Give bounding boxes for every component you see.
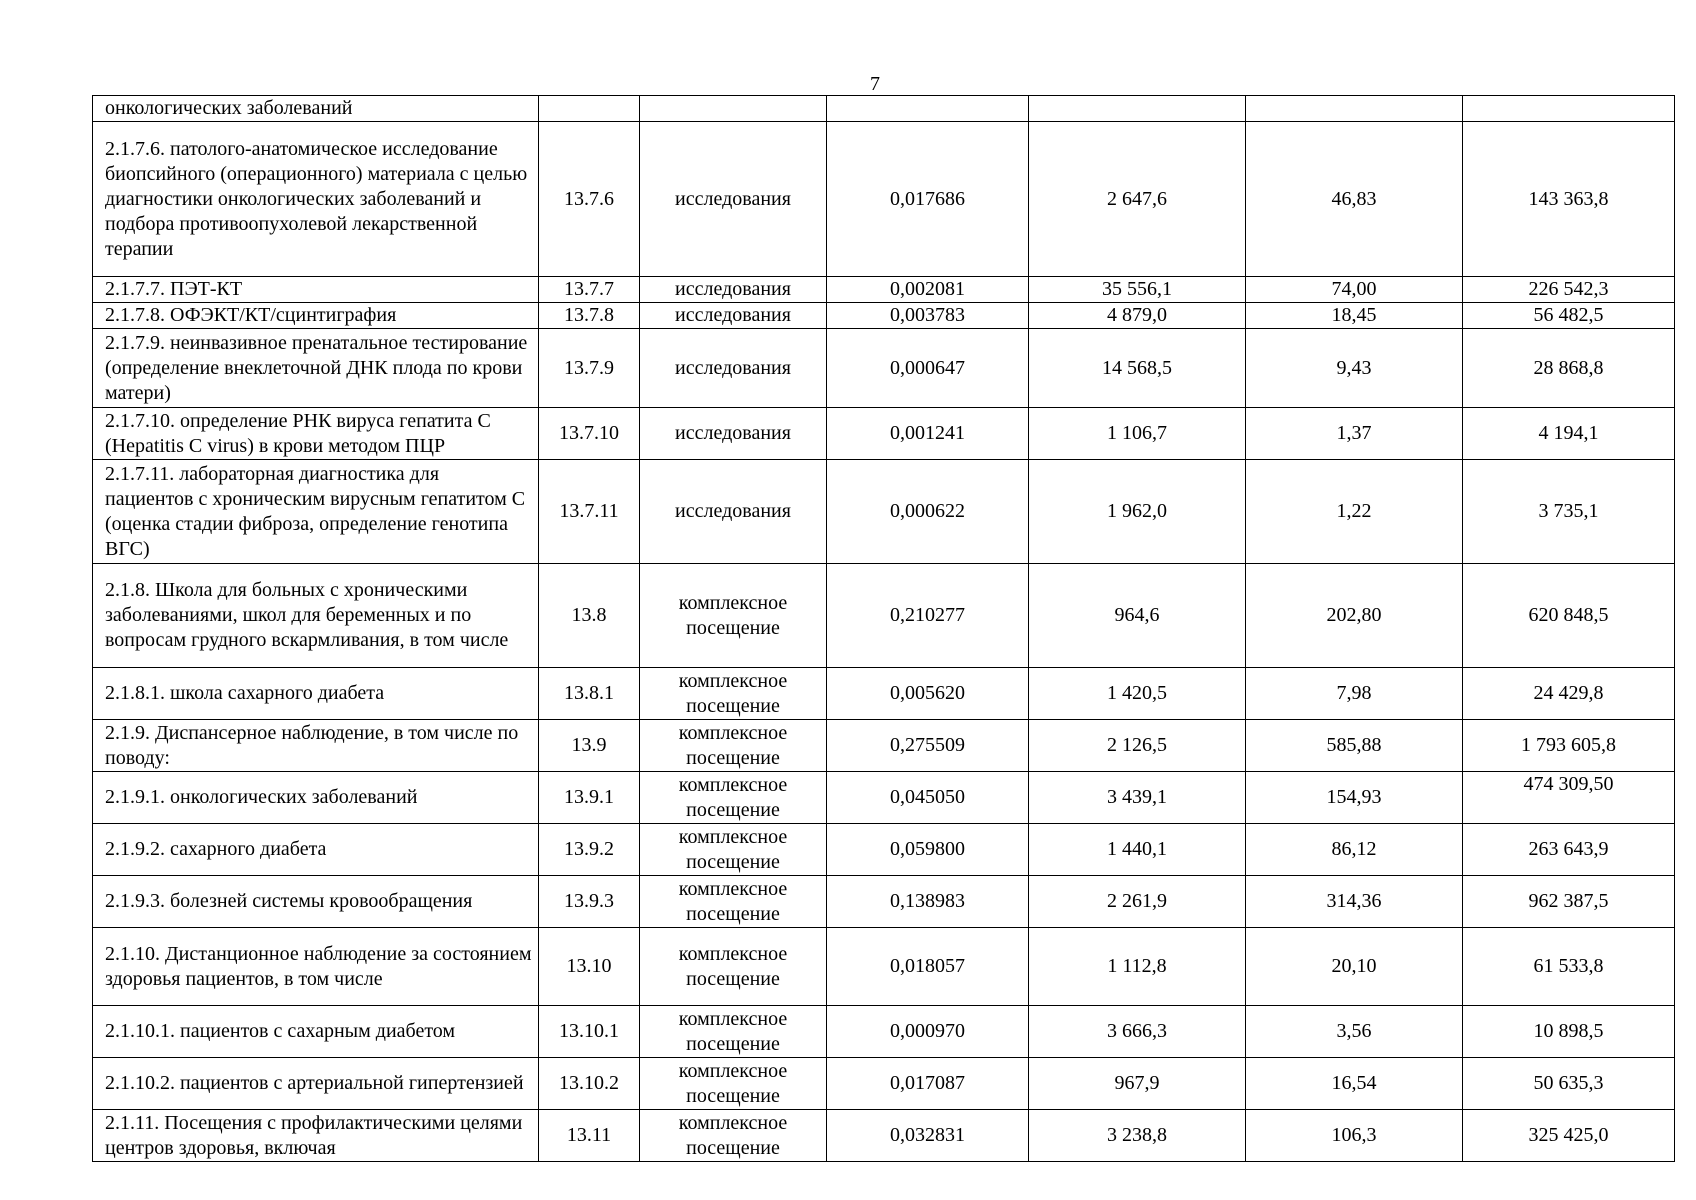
row-value-1: 0,000622	[827, 460, 1029, 564]
row-value-3: 3,56	[1246, 1006, 1463, 1058]
row-code: 13.10.2	[539, 1058, 640, 1110]
row-value-4: 50 635,3	[1463, 1058, 1675, 1110]
row-name: онкологических заболеваний	[93, 96, 539, 122]
row-unit: комплексное посещение	[640, 824, 827, 876]
row-value-1: 0,032831	[827, 1110, 1029, 1162]
row-name: 2.1.7.7. ПЭТ-КТ	[93, 277, 539, 303]
row-value-2: 967,9	[1029, 1058, 1246, 1110]
table-row	[93, 668, 1675, 720]
row-code: 13.8.1	[539, 668, 640, 720]
row-name: 2.1.10.2. пациентов с артериальной гипертензией	[93, 1058, 539, 1110]
row-value-2: 4 879,0	[1029, 303, 1246, 329]
row-value-1: 0,138983	[827, 876, 1029, 928]
row-value-1: 0,001241	[827, 408, 1029, 460]
row-code	[539, 96, 640, 122]
row-name: 2.1.9.3. болезней системы кровообращения	[93, 876, 539, 928]
row-value-3: 16,54	[1246, 1058, 1463, 1110]
row-value-1: 0,002081	[827, 277, 1029, 303]
row-unit: исследования	[640, 303, 827, 329]
row-value-2: 2 126,5	[1029, 720, 1246, 772]
table-row	[93, 824, 1675, 876]
row-name: 2.1.7.11. лабораторная диагностика для пациентов с хроническим вирусным гепатитом С (оценка стадии фиброза, определение генотипа ВГС)	[93, 460, 539, 564]
row-value-4: 1 793 605,8	[1463, 720, 1675, 772]
row-value-1: 0,017087	[827, 1058, 1029, 1110]
row-value-1: 0,210277	[827, 564, 1029, 668]
row-value-4: 10 898,5	[1463, 1006, 1675, 1058]
row-unit: исследования	[640, 122, 827, 277]
table-row	[93, 564, 1675, 668]
table-row	[93, 1058, 1675, 1110]
row-value-2: 1 106,7	[1029, 408, 1246, 460]
row-name: 2.1.8.1. школа сахарного диабета	[93, 668, 539, 720]
data-table	[92, 95, 1675, 1162]
table-row	[93, 1110, 1675, 1162]
row-unit: комплексное посещение	[640, 928, 827, 1006]
row-code: 13.8	[539, 564, 640, 668]
row-unit: комплексное посещение	[640, 1006, 827, 1058]
row-unit: исследования	[640, 329, 827, 408]
row-unit: исследования	[640, 408, 827, 460]
row-name: 2.1.9.1. онкологических заболеваний	[93, 772, 539, 824]
row-code: 13.7.11	[539, 460, 640, 564]
row-value-2: 1 420,5	[1029, 668, 1246, 720]
row-value-3: 585,88	[1246, 720, 1463, 772]
row-value-4: 24 429,8	[1463, 668, 1675, 720]
row-code: 13.9.1	[539, 772, 640, 824]
row-name: 2.1.9. Диспансерное наблюдение, в том числе по поводу:	[93, 720, 539, 772]
row-unit: комплексное посещение	[640, 668, 827, 720]
page-number: 7	[870, 73, 880, 95]
row-code: 13.7.9	[539, 329, 640, 408]
row-value-1: 0,005620	[827, 668, 1029, 720]
table-row	[93, 96, 1675, 122]
row-value-4: 3 735,1	[1463, 460, 1675, 564]
row-code: 13.9.2	[539, 824, 640, 876]
row-unit: комплексное посещение	[640, 1110, 827, 1162]
table-row	[93, 928, 1675, 1006]
row-value-2	[1029, 96, 1246, 122]
row-unit: исследования	[640, 277, 827, 303]
row-value-2: 3 439,1	[1029, 772, 1246, 824]
row-name: 2.1.10. Дистанционное наблюдение за состоянием здоровья пациентов, в том числе	[93, 928, 539, 1006]
row-value-3: 86,12	[1246, 824, 1463, 876]
row-value-1: 0,003783	[827, 303, 1029, 329]
row-value-3: 46,83	[1246, 122, 1463, 277]
table-row	[93, 876, 1675, 928]
row-value-1: 0,017686	[827, 122, 1029, 277]
row-name: 2.1.9.2. сахарного диабета	[93, 824, 539, 876]
table-row	[93, 122, 1675, 277]
table-row	[93, 720, 1675, 772]
row-value-3: 7,98	[1246, 668, 1463, 720]
row-code: 13.9	[539, 720, 640, 772]
row-unit: комплексное посещение	[640, 1058, 827, 1110]
row-code: 13.11	[539, 1110, 640, 1162]
row-value-4: 325 425,0	[1463, 1110, 1675, 1162]
row-unit: комплексное посещение	[640, 564, 827, 668]
table-row	[93, 460, 1675, 564]
row-unit	[640, 96, 827, 122]
row-value-3: 106,3	[1246, 1110, 1463, 1162]
row-value-3: 154,93	[1246, 772, 1463, 824]
row-value-3: 20,10	[1246, 928, 1463, 1006]
row-code: 13.10	[539, 928, 640, 1006]
table-row	[93, 1006, 1675, 1058]
row-value-4: 28 868,8	[1463, 329, 1675, 408]
row-code: 13.7.6	[539, 122, 640, 277]
row-value-3: 1,22	[1246, 460, 1463, 564]
table-row	[93, 329, 1675, 408]
row-value-2: 2 261,9	[1029, 876, 1246, 928]
row-value-4: 962 387,5	[1463, 876, 1675, 928]
table-body	[93, 96, 1675, 1162]
row-name: 2.1.7.8. ОФЭКТ/КТ/сцинтиграфия	[93, 303, 539, 329]
row-value-3: 9,43	[1246, 329, 1463, 408]
row-value-2: 1 112,8	[1029, 928, 1246, 1006]
row-value-2: 3 666,3	[1029, 1006, 1246, 1058]
row-name: 2.1.7.6. патолого-анатомическое исследование биопсийного (операционного) материала с целью диагностики онкологических заболеваний и подбора противоопухолевой лекарственной терапии	[93, 122, 539, 277]
row-value-2: 35 556,1	[1029, 277, 1246, 303]
row-value-3	[1246, 96, 1463, 122]
row-name: 2.1.8. Школа для больных с хроническими заболеваниями, школ для беременных и по вопросам грудного вскармливания, в том числе	[93, 564, 539, 668]
row-value-2: 14 568,5	[1029, 329, 1246, 408]
row-value-2: 1 962,0	[1029, 460, 1246, 564]
row-value-1: 0,275509	[827, 720, 1029, 772]
row-value-2: 964,6	[1029, 564, 1246, 668]
row-unit: исследования	[640, 460, 827, 564]
row-value-4: 263 643,9	[1463, 824, 1675, 876]
row-value-3: 1,37	[1246, 408, 1463, 460]
row-value-4: 226 542,3	[1463, 277, 1675, 303]
row-unit: комплексное посещение	[640, 876, 827, 928]
row-value-3: 314,36	[1246, 876, 1463, 928]
row-value-4: 56 482,5	[1463, 303, 1675, 329]
row-code: 13.9.3	[539, 876, 640, 928]
row-code: 13.7.8	[539, 303, 640, 329]
row-value-1: 0,000970	[827, 1006, 1029, 1058]
table-row	[93, 277, 1675, 303]
row-value-2: 3 238,8	[1029, 1110, 1246, 1162]
row-value-1	[827, 96, 1029, 122]
row-name: 2.1.10.1. пациентов с сахарным диабетом	[93, 1006, 539, 1058]
row-value-3: 18,45	[1246, 303, 1463, 329]
row-value-1: 0,018057	[827, 928, 1029, 1006]
row-name: 2.1.7.10. определение РНК вируса гепатита С (Hepatitis C virus) в крови методом ПЦР	[93, 408, 539, 460]
row-value-4: 474 309,50	[1463, 772, 1675, 824]
table-row	[93, 408, 1675, 460]
row-value-4: 143 363,8	[1463, 122, 1675, 277]
row-code: 13.7.7	[539, 277, 640, 303]
row-code: 13.7.10	[539, 408, 640, 460]
row-value-3: 202,80	[1246, 564, 1463, 668]
row-value-1: 0,000647	[827, 329, 1029, 408]
table-row	[93, 303, 1675, 329]
row-value-4: 61 533,8	[1463, 928, 1675, 1006]
row-value-1: 0,059800	[827, 824, 1029, 876]
row-value-2: 1 440,1	[1029, 824, 1246, 876]
row-value-4	[1463, 96, 1675, 122]
row-value-1: 0,045050	[827, 772, 1029, 824]
row-code: 13.10.1	[539, 1006, 640, 1058]
row-name: 2.1.11. Посещения с профилактическими целями центров здоровья, включая	[93, 1110, 539, 1162]
row-value-4: 620 848,5	[1463, 564, 1675, 668]
row-value-3: 74,00	[1246, 277, 1463, 303]
row-name: 2.1.7.9. неинвазивное пренатальное тестирование (определение внеклеточной ДНК плода по крови матери)	[93, 329, 539, 408]
table-row	[93, 772, 1675, 824]
row-unit: комплексное посещение	[640, 720, 827, 772]
row-value-4: 4 194,1	[1463, 408, 1675, 460]
row-value-2: 2 647,6	[1029, 122, 1246, 277]
row-unit: комплексное посещение	[640, 772, 827, 824]
